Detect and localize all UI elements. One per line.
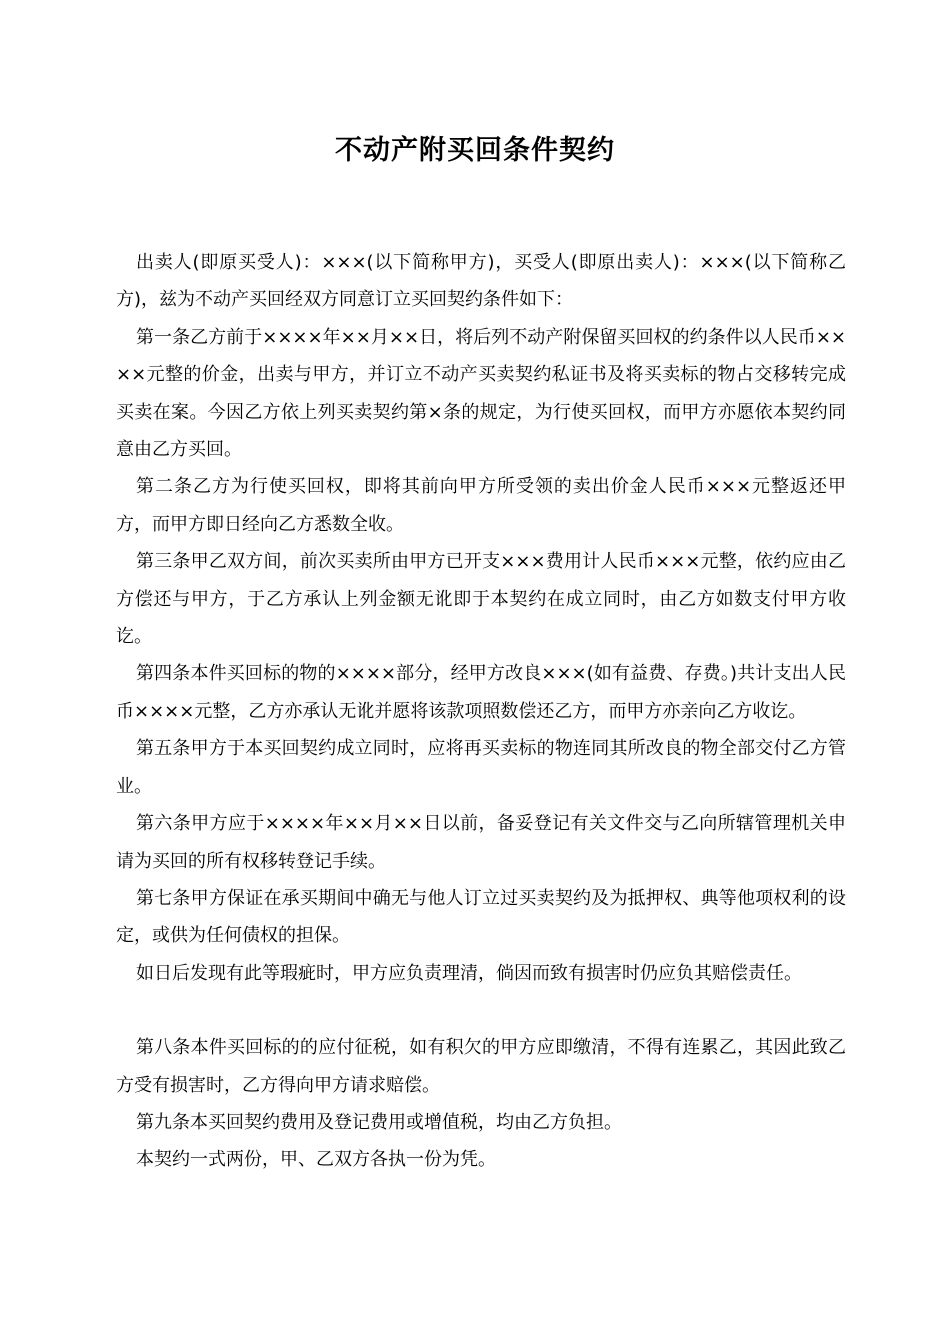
paragraph-article-9: 第九条本买回契约费用及登记费用或增值税，均由乙方负担。	[136, 1111, 622, 1133]
paragraph-article-2: 第二条乙方为行使买回权，即将其前向甲方所受领的卖出价金人民币×××元整返还甲方，而甲方即日经向乙方悉数全收。	[116, 476, 846, 535]
paragraph-article-7-note: 如日后发现有此等瑕疵时，甲方应负责理清，倘因而致有损害时仍应负其赔偿责任。	[136, 962, 802, 984]
document-body	[116, 244, 846, 1179]
paragraph-article-1: 第一条乙方前于××××年××月××日，将后列不动产附保留买回权的约条件以人民币××××元整的价金，出卖与甲方，并订立不动产买卖契约私证书及将买卖标的物占交移转完成买卖在案。今因乙方依上列买卖契约第×条的规定，为行使买回权，而甲方亦愿依本契约同意由乙方买回。	[116, 326, 846, 461]
paragraph-article-8: 第八条本件买回标的的应付征税，如有积欠的甲方应即缴清，不得有连累乙，其因此致乙方受有损害时，乙方得向甲方请求赔偿。	[116, 1037, 846, 1096]
paragraph-article-5: 第五条甲方于本买回契约成立同时，应将再买卖标的物连同其所改良的物全部交付乙方管业。	[116, 738, 846, 797]
document-title: 不动产附买回条件契约	[335, 135, 615, 166]
paragraph-article-4: 第四条本件买回标的物的××××部分，经甲方改良×××(如有益费、存费。)共计支出人民币××××元整，乙方亦承认无讹并愿将该款项照数偿还乙方，而甲方亦亲向乙方收讫。	[116, 663, 846, 722]
paragraph-article-7: 第七条甲方保证在承买期间中确无与他人订立过买卖契约及为抵押权、典等他项权利的设定，或供为任何债权的担保。	[116, 887, 846, 947]
paragraph-article-6: 第六条甲方应于××××年××月××日以前，备妥登记有关文件交与乙向所辖管理机关申请为买回的所有权移转登记手续。	[116, 813, 846, 872]
paragraph-gap	[116, 992, 846, 1029]
paragraph-article-3: 第三条甲乙双方间，前次买卖所由甲方已开支×××费用计人民币×××元整，依约应由乙方偿还与甲方，于乙方承认上列金额无讹即于本契约在成立同时，由乙方如数支付甲方收讫。	[116, 551, 846, 648]
paragraph-parties: 出卖人(即原买受人)：×××(以下简称甲方)，买受人(即原出卖人)：×××(以下简称乙方)，兹为不动产买回经双方同意订立买回契约条件如下：	[116, 252, 846, 311]
paragraph-copies: 本契约一式两份，甲、乙双方各执一份为凭。	[136, 1149, 496, 1171]
